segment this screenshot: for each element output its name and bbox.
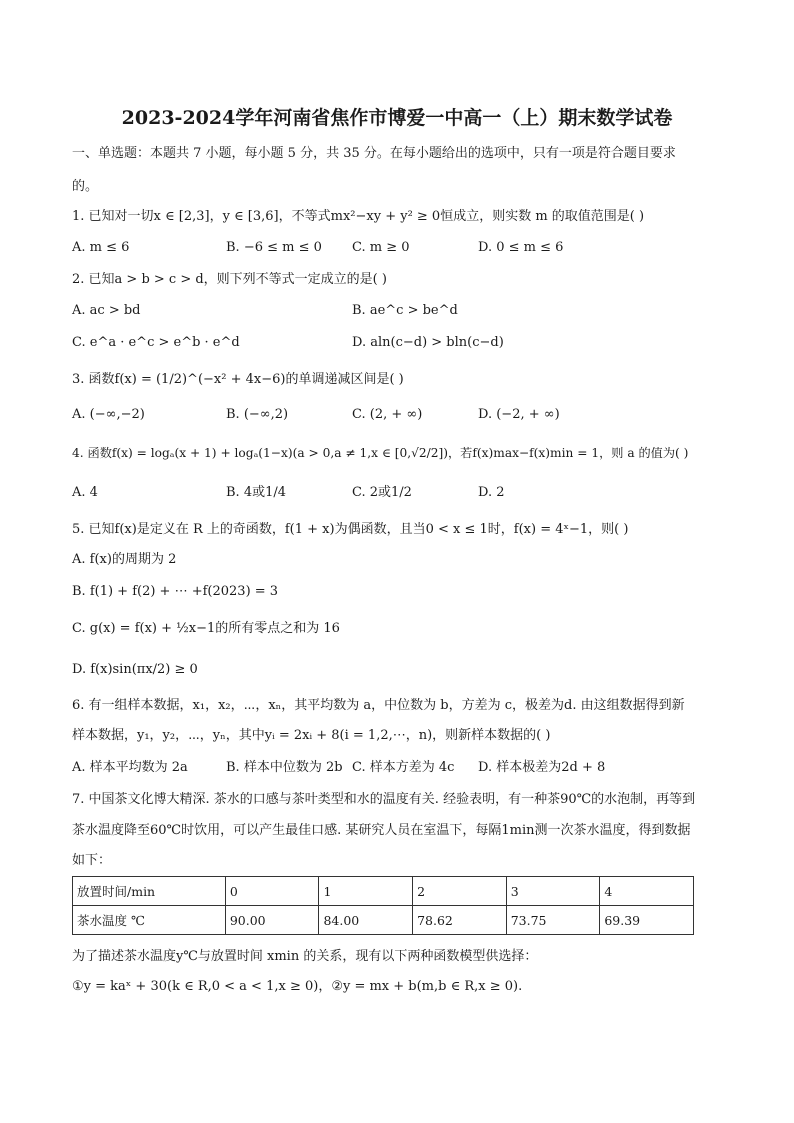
tea-temperature-table <box>72 876 694 935</box>
table-cell: 放置时间/min <box>73 877 226 906</box>
table-row <box>73 906 694 935</box>
q4-option-a: A. 4 <box>72 485 98 500</box>
q5-stem: 5. 已知f(x)是定义在 R 上的奇函数，f(1 + x)为偶函数，且当0 < x ≤ 1时，f(x) = 4ˣ−1，则( ) <box>72 522 629 537</box>
q5-option-a: A. f(x)的周期为 2 <box>72 552 177 567</box>
table-cell: 4 <box>600 877 694 906</box>
q3-option-d: D. (−2, + ∞) <box>478 407 560 422</box>
q3-stem: 3. 函数f(x) = (1/2)^(−x² + 4x−6)的单调递减区间是( ) <box>72 372 404 387</box>
q4-option-b: B. 4或1/4 <box>226 485 287 500</box>
table-cell: 69.39 <box>600 906 694 935</box>
q6-stem-line2: 样本数据，y₁，y₂，⋯，yₙ，其中yᵢ = 2xᵢ + 8(i = 1,2,⋯，n)，则新样本数据的( ) <box>72 728 551 743</box>
q5-option-d: D. f(x)sin(πx/2) ≥ 0 <box>72 662 198 677</box>
exam-title: 2023-2024学年河南省焦作市博爱一中高一（上）期末数学试卷 <box>121 107 673 129</box>
q2-option-d: D. aln(c−d) > bln(c−d) <box>352 335 504 350</box>
q1-option-c: C. m ≥ 0 <box>352 240 410 255</box>
q4-option-c: C. 2或1/2 <box>352 485 412 500</box>
q1-option-d: D. 0 ≤ m ≤ 6 <box>478 240 564 255</box>
table-cell: 78.62 <box>413 906 507 935</box>
q7-text-line3: 如下： <box>72 853 112 868</box>
q4-stem: 4. 函数f(x) = logₐ(x + 1) + logₐ(1−x)(a > 0,a ≠ 1,x ∈ [0,√2/2])，若f(x)max−f(x)min = 1，则 a 的值为( ) <box>72 446 689 460</box>
q6-option-d: D. 样本极差为2d + 8 <box>478 760 606 775</box>
q2-stem: 2. 已知a > b > c > d，则下列不等式一定成立的是( ) <box>72 272 387 287</box>
q6-option-b: B. 样本中位数为 2b <box>226 760 343 775</box>
q7-text-line1: 7. 中国茶文化博大精深. 茶水的口感与茶叶类型和水的温度有关. 经验表明，有一种茶90℃的水泡制，再等到 <box>72 792 696 807</box>
table-cell: 1 <box>319 877 413 906</box>
q1-option-b: B. −6 ≤ m ≤ 0 <box>226 240 322 255</box>
q1-option-a: A. m ≤ 6 <box>72 240 130 255</box>
q7-text-line5: ①y = kaˣ + 30(k ∈ R,0 < a < 1,x ≥ 0)，②y = mx + b(m,b ∈ R,x ≥ 0). <box>72 979 523 994</box>
section-heading-line2: 的。 <box>72 179 99 194</box>
q7-text-line4: 为了描述茶水温度y℃与放置时间 xmin 的关系，现有以下两种函数模型供选择： <box>72 949 538 964</box>
q5-option-c: C. g(x) = f(x) + ½x−1的所有零点之和为 16 <box>72 621 340 636</box>
table-cell: 73.75 <box>506 906 600 935</box>
q2-option-a: A. ac > bd <box>72 303 141 318</box>
q1-stem: 1. 已知对一切x ∈ [2,3]，y ∈ [3,6]，不等式mx²−xy + y² ≥ 0恒成立，则实数 m 的取值范围是( ) <box>72 209 645 224</box>
q7-text-line2: 茶水温度降至60℃时饮用，可以产生最佳口感. 某研究人员在室温下，每隔1min测一次茶水温度，得到数据 <box>72 823 691 838</box>
q4-option-d: D. 2 <box>478 485 505 500</box>
q5-option-b: B. f(1) + f(2) + ⋯ +f(2023) = 3 <box>72 584 279 599</box>
table-row <box>73 877 694 906</box>
table-cell: 0 <box>225 877 319 906</box>
q6-option-a: A. 样本平均数为 2a <box>72 760 188 775</box>
table-cell: 茶水温度 ℃ <box>73 906 226 935</box>
table-cell: 3 <box>506 877 600 906</box>
q3-option-a: A. (−∞,−2) <box>72 407 145 422</box>
q2-option-c: C. e^a · e^c > e^b · e^d <box>72 335 240 350</box>
q2-option-b: B. ae^c > be^d <box>352 303 458 318</box>
section-heading-line1: 一、单选题：本题共 7 小题，每小题 5 分，共 35 分。在每小题给出的选项中，只有一项是符合题目要求 <box>72 146 676 161</box>
table-cell: 84.00 <box>319 906 413 935</box>
q6-option-c: C. 样本方差为 4c <box>352 760 455 775</box>
q6-stem-line1: 6. 有一组样本数据，x₁，x₂，⋯，xₙ，其平均数为 a，中位数为 b，方差为 c，极差为d. 由这组数据得到新 <box>72 698 685 713</box>
q3-option-b: B. (−∞,2) <box>226 407 289 422</box>
table-cell: 2 <box>413 877 507 906</box>
table-cell: 90.00 <box>225 906 319 935</box>
q3-option-c: C. (2, + ∞) <box>352 407 423 422</box>
